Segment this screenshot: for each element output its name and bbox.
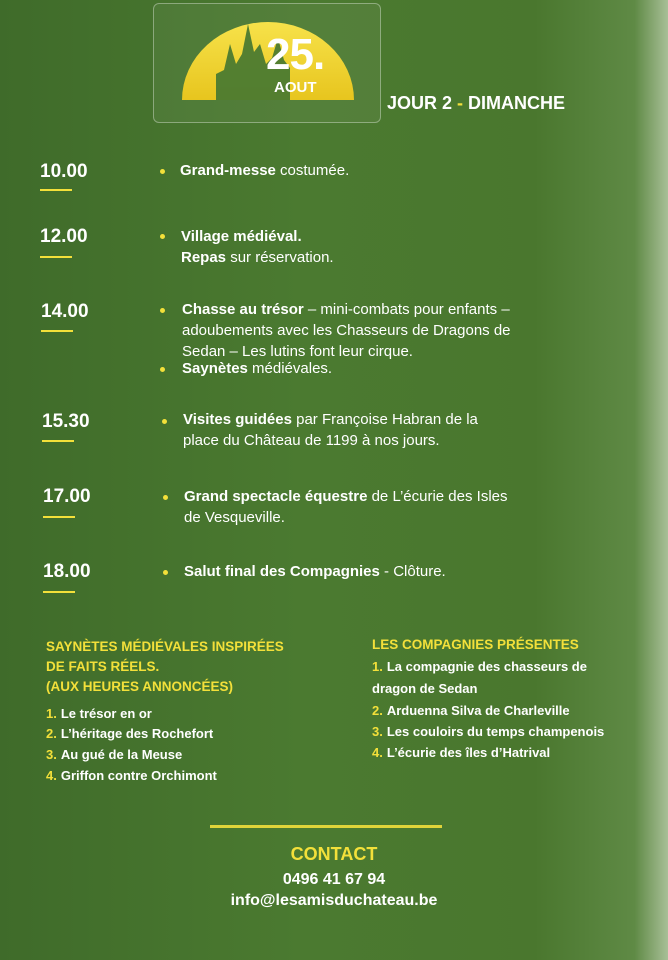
saynetes-title-line: DE FAITS RÉELS. — [46, 659, 160, 674]
bullet-icon — [160, 308, 165, 313]
contact-email[interactable]: info@lesamisduchateau.be — [230, 892, 438, 909]
description-line — [181, 247, 334, 268]
description-line — [184, 486, 508, 507]
saynetes-item — [46, 745, 182, 765]
text: costumée. — [275, 162, 350, 179]
description-line — [182, 299, 511, 320]
text: de Vesqueville. — [184, 509, 285, 526]
time-label: 14.00 — [41, 301, 89, 322]
item-text: L’héritage des Rochefort — [60, 726, 214, 741]
bold-text: Saynètes — [182, 360, 248, 377]
compagnies-item-continuation: dragon de Sedan — [372, 681, 478, 696]
bullet-icon — [160, 169, 165, 174]
contact-phone: 0496 41 67 94 — [282, 871, 386, 888]
item-number: 4. — [372, 745, 383, 760]
item-text: Les couloirs du temps champenois — [386, 724, 605, 739]
description-line — [183, 430, 478, 451]
bold-text: Chasse au trésor — [182, 301, 304, 318]
text: adoubements avec les Chasseurs de Dragons de — [182, 322, 511, 339]
badge-day: 25. — [266, 30, 325, 79]
text: sur réservation. — [226, 249, 334, 266]
time-label: 17.00 — [43, 486, 91, 507]
time-underline — [40, 189, 72, 191]
description-line — [182, 320, 511, 341]
item-number: 2. — [372, 703, 383, 718]
description-line — [181, 226, 334, 247]
text: Sedan – Les lutins font leur cirque. — [182, 343, 413, 360]
item-number: 3. — [372, 724, 383, 739]
item-number: 2. — [46, 726, 57, 741]
text: – mini-combats pour enfants – — [303, 301, 510, 318]
time-underline — [41, 330, 73, 332]
compagnies-item — [372, 701, 570, 721]
text: médiévales. — [247, 360, 333, 377]
saynetes-item — [46, 704, 152, 724]
event-description — [180, 160, 349, 181]
item-text: Au gué de la Meuse — [60, 747, 183, 762]
bold-text: Visites guidées — [183, 411, 292, 428]
text: de L’écurie des Isles — [367, 488, 508, 505]
saynetes-title-line: (AUX HEURES ANNONCÉES) — [46, 679, 234, 694]
bold-text: Salut final des Compagnies — [184, 563, 380, 580]
item-number: 4. — [46, 768, 57, 783]
bold-text: Grand-messe — [180, 162, 276, 179]
bold-text: Grand spectacle équestre — [184, 488, 368, 505]
item-number: 1. — [46, 706, 57, 721]
time-underline — [42, 440, 74, 442]
text: - Clôture. — [379, 563, 446, 580]
description-line — [183, 409, 478, 430]
event-description — [184, 486, 508, 528]
event-description — [184, 561, 446, 582]
event-description — [181, 226, 334, 268]
event-description — [182, 358, 332, 379]
time-label: 15.30 — [42, 411, 90, 432]
item-text: Le trésor en or — [60, 706, 152, 721]
title-separator: - — [452, 93, 469, 113]
bullet-icon — [160, 367, 165, 372]
description-line — [184, 507, 508, 528]
saynetes-title — [46, 637, 284, 697]
page-title — [387, 93, 565, 114]
item-text: La compagnie des chasseurs de — [386, 659, 587, 674]
item-text: Arduenna Silva de Charleville — [386, 703, 570, 718]
time-underline — [40, 256, 72, 258]
bold-text: Village médiéval. — [181, 228, 302, 245]
time-label: 10.00 — [40, 161, 88, 182]
item-text: L’écurie des îles d’Hatrival — [386, 745, 551, 760]
event-description — [183, 409, 478, 451]
text: place du Château de 1199 à nos jours. — [183, 432, 440, 449]
saynetes-item — [46, 766, 217, 786]
description-line — [184, 561, 446, 582]
item-number: 3. — [46, 747, 57, 762]
day-label: JOUR 2 — [387, 93, 453, 113]
event-description — [182, 299, 511, 362]
bullet-icon — [163, 570, 168, 575]
description-line — [180, 160, 349, 181]
compagnies-title: LES COMPAGNIES PRÉSENTES — [372, 637, 579, 652]
time-underline — [43, 516, 75, 518]
item-number: 1. — [372, 659, 383, 674]
saynetes-item — [46, 724, 213, 744]
contact-title: CONTACT — [290, 844, 378, 864]
bullet-icon — [162, 419, 167, 424]
time-label: 18.00 — [43, 561, 91, 582]
item-text: Griffon contre Orchimont — [60, 768, 217, 783]
bullet-icon — [163, 495, 168, 500]
weekday: DIMANCHE — [468, 93, 566, 113]
badge-month: AOUT — [274, 79, 317, 96]
bold-text: Repas — [181, 249, 227, 266]
compagnies-item — [372, 743, 550, 763]
compagnies-item — [372, 722, 604, 742]
text: par Françoise Habran de la — [291, 411, 478, 428]
compagnies-item — [372, 657, 587, 677]
time-underline — [43, 591, 75, 593]
bullet-icon — [160, 234, 165, 239]
saynetes-title-line: SAYNÈTES MÉDIÉVALES INSPIRÉES — [46, 639, 284, 654]
contact-divider — [210, 825, 442, 828]
time-label: 12.00 — [40, 226, 88, 247]
